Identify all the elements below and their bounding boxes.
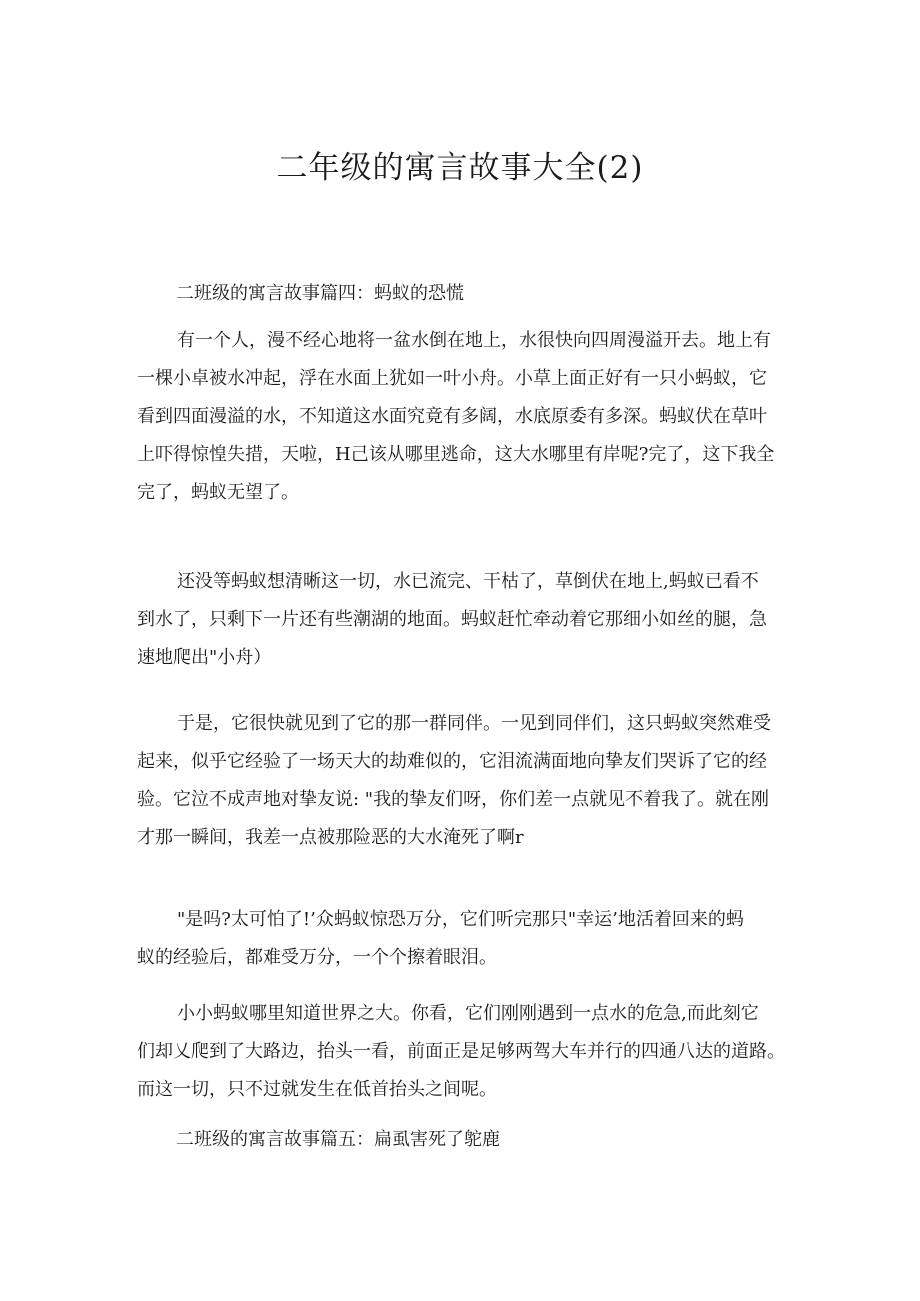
paragraph bbox=[137, 563, 797, 677]
text-line: 看到四面漫溢的水，不知道这水面究竟有多阔，水底原委有多深。蚂蚁伏在草叶 bbox=[137, 406, 767, 427]
text-line: "是吗?太可怕了!’众蚂蚁惊恐万分，它们听完那只"幸运’地活着回来的蚂 bbox=[177, 909, 744, 930]
section-heading: 二班级的寓言故事篇五：扁虱害死了鸵鹿 bbox=[176, 1129, 500, 1150]
text-line: 于是，它很快就见到了它的那一群同伴。一见到同伴们，这只蚂蚁突然难受 bbox=[177, 713, 771, 734]
paragraph bbox=[137, 901, 797, 977]
text-line: 验。它泣不成声地对挚友说: "我的挚友们呀，你们差一点就见不着我了。就在刚 bbox=[137, 789, 770, 810]
text-line: 有一个人，漫不经心地将一盆水倒在地上，水很快向四周漫溢开去。地上有 bbox=[177, 330, 771, 351]
document-title: 二年级的寓言故事大全(2) bbox=[276, 150, 644, 186]
text-line: 完了，蚂蚁无望了。 bbox=[137, 482, 299, 503]
text-line: 起来，似乎它经验了一场天大的劫难似的，它泪流满面地向挚友们哭诉了它的经 bbox=[137, 751, 767, 772]
paragraph bbox=[137, 322, 797, 512]
text-line: 蚁的经验后，都难受万分，一个个擦着眼泪。 bbox=[137, 947, 497, 968]
text-line: 而这一切，只不过就发生在低首抬头之间呢。 bbox=[137, 1079, 497, 1100]
text-line: 还没等蚂蚁想清晰这一切，水已流完、干枯了，草倒伏在地上,蚂蚁已看不 bbox=[177, 571, 759, 592]
section-heading: 二班级的寓言故事篇四：蚂蚁的恐慌 bbox=[176, 283, 464, 304]
text-line: 们却乂爬到了大路边，抬头一看，前面正是足够两驾大车并行的四通八达的道路。 bbox=[137, 1041, 785, 1062]
text-line: 小小蚂蚁哪里知道世界之大。你看，它们刚刚遇到一点水的危急,而此刻它 bbox=[177, 1003, 759, 1024]
text-line: 到水了，只剩下一片还有些潮湖的地面。蚂蚁赶忙牵动着它那细小如丝的腿，急 bbox=[137, 609, 767, 630]
text-line: 上吓得惊惶失措，天啦，H己该从哪里逃命，这大水哪里有岸呢?完了，这下我全 bbox=[137, 444, 775, 465]
text-line: 才那一瞬间，我差一点被那险恶的大水淹死了啊r bbox=[137, 827, 524, 848]
paragraph bbox=[137, 705, 797, 857]
text-line: 速地爬出"小舟） bbox=[137, 647, 272, 668]
text-line: 一棵小卓被水冲起，浮在水面上犹如一叶小舟。小草上面正好有一只小蚂蚁，它 bbox=[137, 368, 767, 389]
paragraph bbox=[137, 995, 797, 1109]
